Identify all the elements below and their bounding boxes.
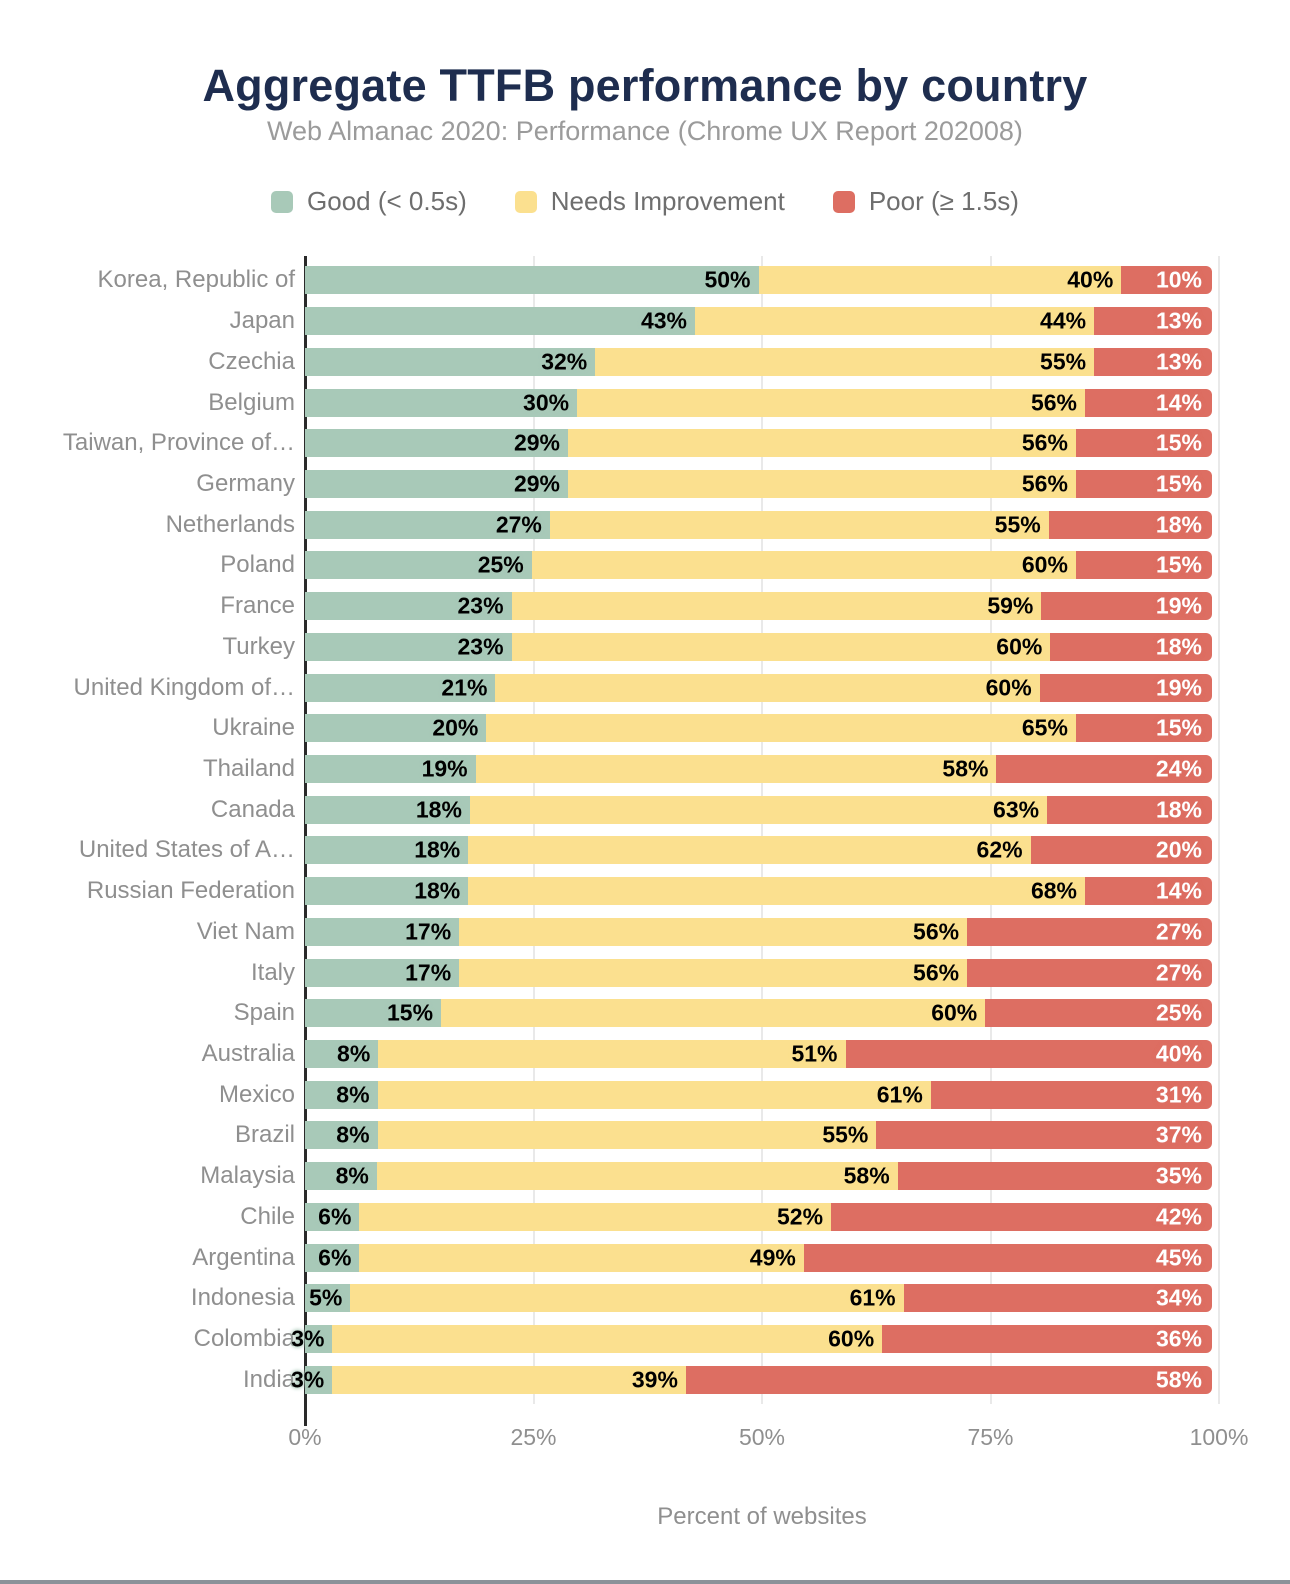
value-label-needs-improvement: 63% bbox=[993, 796, 1040, 823]
bar-segment-needs-improvement[interactable] bbox=[468, 877, 1085, 905]
value-label-poor: 25% bbox=[1155, 999, 1202, 1026]
value-label-good: 43% bbox=[640, 307, 687, 334]
country-label: Thailand bbox=[202, 754, 295, 782]
bar-segment-good[interactable] bbox=[305, 755, 476, 783]
country-label: Canada bbox=[210, 795, 295, 823]
value-label-needs-improvement: 51% bbox=[791, 1040, 838, 1067]
chart-row bbox=[240, 1197, 1212, 1238]
bar-segment-poor[interactable] bbox=[831, 1203, 1212, 1231]
bar-segment-good[interactable] bbox=[305, 959, 459, 987]
bar-segment-good[interactable] bbox=[305, 674, 495, 702]
value-label-poor: 31% bbox=[1155, 1081, 1202, 1108]
value-label-needs-improvement: 56% bbox=[913, 918, 960, 945]
bar-segment-poor[interactable] bbox=[1031, 836, 1212, 864]
stacked-bar bbox=[305, 674, 1212, 702]
x-axis bbox=[288, 1424, 1249, 1454]
chart-title: Aggregate TTFB performance by country bbox=[202, 60, 1088, 111]
chart-row bbox=[208, 382, 1212, 423]
chart-row bbox=[192, 1237, 1212, 1278]
x-axis-title: Percent of websites bbox=[657, 1503, 867, 1530]
chart-row bbox=[242, 1359, 1212, 1400]
country-label: Taiwan, Province of… bbox=[62, 429, 295, 457]
bar-segment-poor[interactable] bbox=[904, 1284, 1212, 1312]
bar-segment-needs-improvement[interactable] bbox=[468, 836, 1030, 864]
bar-segment-needs-improvement[interactable] bbox=[568, 429, 1076, 457]
value-label-good: 20% bbox=[432, 714, 479, 741]
value-label-poor: 18% bbox=[1155, 511, 1202, 538]
bar-segment-good[interactable] bbox=[305, 999, 441, 1027]
bar-segment-poor[interactable] bbox=[1049, 511, 1212, 539]
chart-row bbox=[201, 1034, 1212, 1075]
stacked-bar bbox=[290, 1366, 1212, 1394]
chart-row bbox=[78, 830, 1212, 871]
bar-segment-poor[interactable] bbox=[967, 918, 1212, 946]
value-label-good: 18% bbox=[414, 836, 461, 863]
bar-segment-good[interactable] bbox=[305, 266, 759, 294]
bar-segment-needs-improvement[interactable] bbox=[595, 348, 1094, 376]
bar-segment-good[interactable] bbox=[305, 877, 468, 905]
value-label-needs-improvement: 56% bbox=[1030, 389, 1077, 416]
country-label: Korea, Republic of bbox=[97, 266, 295, 294]
bar-segment-needs-improvement[interactable] bbox=[759, 266, 1122, 294]
value-label-needs-improvement: 52% bbox=[776, 1203, 824, 1230]
chart-row bbox=[233, 993, 1212, 1034]
value-label-poor: 15% bbox=[1155, 714, 1202, 741]
bar-segment-poor[interactable] bbox=[1094, 307, 1212, 335]
value-label-needs-improvement: 62% bbox=[976, 836, 1023, 863]
value-label-good: 17% bbox=[405, 959, 452, 986]
bar-segment-needs-improvement[interactable] bbox=[378, 1121, 877, 1149]
value-label-poor: 40% bbox=[1155, 1040, 1202, 1067]
stacked-bar bbox=[305, 307, 1212, 335]
bar-segment-poor[interactable] bbox=[686, 1366, 1212, 1394]
bar-segment-good[interactable] bbox=[305, 551, 532, 579]
country-label: Argentina bbox=[192, 1243, 295, 1271]
chart-row bbox=[220, 586, 1212, 627]
bar-segment-good[interactable] bbox=[305, 1244, 359, 1272]
legend-swatch-good-icon bbox=[271, 191, 293, 213]
value-label-good: 8% bbox=[335, 1162, 369, 1189]
bar-segment-poor[interactable] bbox=[846, 1040, 1212, 1068]
value-label-good: 17% bbox=[405, 918, 452, 945]
bar-segment-needs-improvement[interactable] bbox=[378, 1040, 845, 1068]
country-label: France bbox=[220, 592, 295, 620]
value-label-good: 6% bbox=[318, 1203, 352, 1230]
bar-segment-good[interactable] bbox=[305, 918, 459, 946]
value-label-needs-improvement: 59% bbox=[987, 592, 1034, 619]
value-label-needs-improvement: 55% bbox=[822, 1121, 869, 1148]
country-label: Netherlands bbox=[165, 510, 295, 538]
value-label-poor: 18% bbox=[1155, 633, 1202, 660]
chart-row bbox=[190, 1278, 1212, 1319]
value-label-poor: 13% bbox=[1155, 307, 1202, 334]
bar-segment-needs-improvement[interactable] bbox=[459, 959, 967, 987]
value-label-needs-improvement: 60% bbox=[985, 674, 1032, 701]
stacked-bar bbox=[305, 796, 1212, 824]
value-label-needs-improvement: 39% bbox=[631, 1366, 678, 1393]
bar-rows bbox=[62, 260, 1212, 1400]
legend-item-needs-improvement[interactable] bbox=[515, 186, 785, 217]
footer-divider bbox=[0, 1580, 1290, 1584]
bar-segment-needs-improvement[interactable] bbox=[332, 1366, 686, 1394]
bar-segment-good[interactable] bbox=[305, 1203, 359, 1231]
value-label-needs-improvement: 40% bbox=[1067, 266, 1114, 293]
bar-segment-needs-improvement[interactable] bbox=[568, 470, 1076, 498]
value-label-needs-improvement: 60% bbox=[828, 1325, 875, 1352]
stacked-bar bbox=[305, 1121, 1212, 1149]
chart-row bbox=[193, 1319, 1212, 1360]
bar-segment-poor[interactable] bbox=[931, 1081, 1212, 1109]
legend-swatch-poor-icon bbox=[833, 191, 855, 213]
bar-segment-good[interactable] bbox=[305, 1081, 378, 1109]
stacked-bar bbox=[305, 470, 1212, 498]
value-label-good: 18% bbox=[414, 877, 461, 904]
value-label-good: 23% bbox=[457, 633, 504, 660]
bar-segment-good[interactable] bbox=[305, 1284, 350, 1312]
country-label: Viet Nam bbox=[196, 917, 295, 945]
value-label-needs-improvement: 65% bbox=[1021, 714, 1068, 741]
value-label-poor: 19% bbox=[1155, 592, 1202, 619]
bar-segment-poor[interactable] bbox=[1121, 266, 1212, 294]
value-label-poor: 24% bbox=[1155, 755, 1202, 782]
country-label: United Kingdom of… bbox=[73, 673, 295, 701]
legend-swatch-needs-improvement-icon bbox=[515, 191, 537, 213]
value-label-needs-improvement: 61% bbox=[876, 1081, 923, 1108]
chart-row bbox=[165, 504, 1212, 545]
bar-segment-poor[interactable] bbox=[967, 959, 1212, 987]
stacked-bar bbox=[291, 1325, 1212, 1353]
legend-label-poor: Poor (≥ 1.5s) bbox=[868, 186, 1019, 216]
value-label-poor: 18% bbox=[1155, 796, 1202, 823]
bar-segment-needs-improvement[interactable] bbox=[550, 511, 1049, 539]
stacked-bar bbox=[305, 1040, 1212, 1068]
bar-segment-needs-improvement[interactable] bbox=[441, 999, 985, 1027]
value-label-needs-improvement: 56% bbox=[1021, 429, 1068, 456]
country-label: Poland bbox=[220, 551, 295, 579]
bar-segment-poor[interactable] bbox=[1050, 633, 1212, 661]
value-label-needs-improvement: 56% bbox=[1021, 470, 1068, 497]
bar-segment-good[interactable] bbox=[305, 592, 512, 620]
value-label-good: 15% bbox=[387, 999, 434, 1026]
value-label-good: 8% bbox=[336, 1081, 370, 1108]
stacked-bar bbox=[305, 592, 1212, 620]
bar-segment-good[interactable] bbox=[305, 1162, 377, 1190]
country-label: Belgium bbox=[208, 388, 295, 416]
value-label-needs-improvement: 60% bbox=[1021, 551, 1068, 578]
value-label-needs-improvement: 60% bbox=[996, 633, 1043, 660]
country-label: Indonesia bbox=[190, 1284, 295, 1312]
bar-segment-needs-improvement[interactable] bbox=[512, 592, 1042, 620]
legend-label-needs-improvement: Needs Improvement bbox=[550, 186, 785, 216]
chart-row bbox=[218, 1074, 1212, 1115]
value-label-poor: 15% bbox=[1155, 429, 1202, 456]
chart-row bbox=[86, 871, 1212, 912]
value-label-poor: 14% bbox=[1155, 877, 1202, 904]
stacked-bar bbox=[305, 1081, 1212, 1109]
bar-segment-needs-improvement[interactable] bbox=[470, 796, 1047, 824]
value-label-good: 23% bbox=[457, 592, 504, 619]
chart-row bbox=[208, 341, 1212, 382]
value-label-good: 50% bbox=[704, 266, 751, 293]
bar-segment-needs-improvement[interactable] bbox=[378, 1081, 931, 1109]
bar-segment-needs-improvement[interactable] bbox=[476, 755, 997, 783]
bar-segment-needs-improvement[interactable] bbox=[359, 1203, 831, 1231]
bar-segment-needs-improvement[interactable] bbox=[459, 918, 967, 946]
chart-row bbox=[229, 301, 1212, 342]
bar-segment-good[interactable] bbox=[305, 836, 468, 864]
legend-item-poor[interactable] bbox=[833, 186, 1019, 217]
bar-segment-poor[interactable] bbox=[1076, 714, 1212, 742]
value-label-good: 6% bbox=[318, 1244, 352, 1271]
bar-segment-poor[interactable] bbox=[1076, 551, 1212, 579]
value-label-good: 27% bbox=[495, 511, 542, 538]
country-label: Ukraine bbox=[212, 714, 295, 742]
value-label-good: 29% bbox=[513, 429, 561, 456]
legend bbox=[0, 186, 1290, 217]
chart-subtitle: Web Almanac 2020: Performance (Chrome UX Report 202008) bbox=[267, 116, 1023, 146]
bar-segment-needs-improvement[interactable] bbox=[512, 633, 1051, 661]
stacked-bar bbox=[305, 1284, 1212, 1312]
value-label-poor: 20% bbox=[1155, 836, 1202, 863]
bar-segment-poor[interactable] bbox=[1085, 389, 1212, 417]
bar-segment-needs-improvement[interactable] bbox=[359, 1244, 803, 1272]
chart-row bbox=[210, 789, 1212, 830]
bar-segment-poor[interactable] bbox=[804, 1244, 1212, 1272]
bar-segment-good[interactable] bbox=[290, 1366, 332, 1394]
country-label: Germany bbox=[196, 469, 295, 497]
bar-segment-poor[interactable] bbox=[882, 1325, 1212, 1353]
bar-segment-poor[interactable] bbox=[985, 999, 1212, 1027]
stacked-bar bbox=[305, 755, 1212, 783]
country-label: Spain bbox=[233, 999, 295, 1027]
value-label-poor: 15% bbox=[1155, 551, 1202, 578]
bar-segment-good[interactable] bbox=[305, 714, 486, 742]
x-tick-75: 75% bbox=[967, 1424, 1014, 1450]
value-label-poor: 19% bbox=[1155, 674, 1202, 701]
value-label-poor: 10% bbox=[1155, 266, 1202, 293]
bar-segment-good[interactable] bbox=[305, 470, 568, 498]
stacked-bar bbox=[305, 714, 1212, 742]
country-label: Turkey bbox=[222, 632, 295, 660]
x-tick-0: 0% bbox=[288, 1424, 322, 1450]
bar-segment-good[interactable] bbox=[305, 796, 470, 824]
value-label-good: 18% bbox=[415, 796, 462, 823]
value-label-poor: 37% bbox=[1155, 1121, 1202, 1148]
chart-row bbox=[202, 749, 1212, 790]
chart-row bbox=[250, 952, 1212, 993]
bar-segment-needs-improvement[interactable] bbox=[486, 714, 1076, 742]
x-tick-100: 100% bbox=[1189, 1424, 1249, 1450]
bar-segment-poor[interactable] bbox=[1040, 674, 1212, 702]
country-label: Chile bbox=[240, 1202, 295, 1230]
bar-segment-poor[interactable] bbox=[1041, 592, 1212, 620]
stacked-bar bbox=[305, 1244, 1212, 1272]
x-tick-25: 25% bbox=[510, 1424, 557, 1450]
value-label-good: 3% bbox=[290, 1366, 325, 1393]
bar-segment-poor[interactable] bbox=[1094, 348, 1212, 376]
bar-segment-needs-improvement[interactable] bbox=[532, 551, 1076, 579]
value-label-needs-improvement: 44% bbox=[1040, 307, 1087, 334]
chart-row bbox=[62, 423, 1212, 464]
stacked-bar bbox=[305, 1203, 1212, 1231]
bar-segment-good[interactable] bbox=[305, 1121, 378, 1149]
stacked-bar bbox=[305, 266, 1212, 294]
country-label: Brazil bbox=[234, 1121, 295, 1149]
value-label-needs-improvement: 68% bbox=[1030, 877, 1077, 904]
bar-segment-poor[interactable] bbox=[876, 1121, 1212, 1149]
country-label: Australia bbox=[201, 1040, 295, 1068]
value-label-needs-improvement: 55% bbox=[994, 511, 1041, 538]
value-label-good: 3% bbox=[291, 1325, 325, 1352]
stacked-bar bbox=[305, 836, 1212, 864]
chart-row bbox=[200, 1156, 1212, 1197]
bar-segment-poor[interactable] bbox=[1085, 877, 1212, 905]
value-label-good: 25% bbox=[477, 551, 524, 578]
stacked-bar bbox=[305, 918, 1212, 946]
stacked-bar bbox=[305, 551, 1212, 579]
value-label-poor: 34% bbox=[1155, 1284, 1202, 1311]
value-label-good: 8% bbox=[336, 1121, 370, 1148]
value-label-poor: 45% bbox=[1155, 1244, 1202, 1271]
x-tick-50: 50% bbox=[738, 1424, 786, 1450]
value-label-needs-improvement: 60% bbox=[931, 999, 978, 1026]
bar-segment-needs-improvement[interactable] bbox=[495, 674, 1039, 702]
bar-segment-good[interactable] bbox=[305, 633, 512, 661]
value-label-good: 5% bbox=[309, 1284, 343, 1311]
value-label-good: 19% bbox=[421, 755, 468, 782]
chart-row bbox=[196, 464, 1212, 505]
country-label: Czechia bbox=[208, 347, 295, 375]
value-label-poor: 27% bbox=[1155, 918, 1202, 945]
bar-segment-needs-improvement[interactable] bbox=[332, 1325, 882, 1353]
stacked-bar bbox=[305, 511, 1212, 539]
country-label: India bbox=[242, 1365, 295, 1393]
bar-segment-needs-improvement[interactable] bbox=[350, 1284, 903, 1312]
value-label-poor: 35% bbox=[1155, 1162, 1202, 1189]
bar-segment-good[interactable] bbox=[305, 348, 595, 376]
value-label-good: 32% bbox=[541, 348, 588, 375]
stacked-bar bbox=[305, 389, 1212, 417]
value-label-poor: 27% bbox=[1155, 959, 1202, 986]
value-label-needs-improvement: 55% bbox=[1040, 348, 1087, 375]
country-label: Mexico bbox=[218, 1080, 295, 1108]
chart-row bbox=[222, 626, 1212, 667]
value-label-needs-improvement: 58% bbox=[843, 1162, 890, 1189]
value-label-needs-improvement: 58% bbox=[942, 755, 989, 782]
stacked-bar bbox=[305, 1162, 1212, 1190]
bar-segment-good[interactable] bbox=[305, 511, 550, 539]
bar-segment-good[interactable] bbox=[291, 1325, 332, 1353]
country-label: Japan bbox=[229, 307, 295, 335]
bar-segment-needs-improvement[interactable] bbox=[577, 389, 1085, 417]
chart-row bbox=[196, 912, 1212, 953]
value-label-poor: 36% bbox=[1155, 1325, 1202, 1352]
bar-segment-poor[interactable] bbox=[1047, 796, 1212, 824]
bar-segment-good[interactable] bbox=[305, 389, 577, 417]
chart-row bbox=[73, 667, 1212, 708]
value-label-good: 8% bbox=[337, 1040, 371, 1067]
value-label-poor: 15% bbox=[1155, 470, 1202, 497]
country-label: Italy bbox=[250, 958, 295, 986]
value-label-good: 30% bbox=[523, 389, 570, 416]
chart-row bbox=[234, 1115, 1212, 1156]
stacked-bar bbox=[305, 348, 1212, 376]
legend-item-good[interactable] bbox=[271, 186, 467, 217]
stacked-bar bbox=[305, 999, 1212, 1027]
value-label-good: 29% bbox=[513, 470, 561, 497]
bar-segment-good[interactable] bbox=[305, 307, 695, 335]
value-label-poor: 13% bbox=[1155, 348, 1202, 375]
chart-row bbox=[212, 708, 1212, 749]
legend-label-good: Good (< 0.5s) bbox=[307, 186, 467, 216]
value-label-good: 21% bbox=[441, 674, 488, 701]
chart-row bbox=[97, 260, 1212, 301]
bar-segment-poor[interactable] bbox=[898, 1162, 1212, 1190]
country-label: United States of A… bbox=[78, 836, 295, 864]
stacked-bar bbox=[305, 633, 1212, 661]
country-label: Malaysia bbox=[200, 1162, 295, 1190]
value-label-needs-improvement: 56% bbox=[913, 959, 960, 986]
country-label: Colombia bbox=[193, 1325, 295, 1353]
bar-segment-needs-improvement[interactable] bbox=[377, 1162, 898, 1190]
value-label-needs-improvement: 49% bbox=[749, 1244, 796, 1271]
bar-segment-needs-improvement[interactable] bbox=[695, 307, 1094, 335]
bar-segment-poor[interactable] bbox=[1076, 470, 1212, 498]
value-label-poor: 14% bbox=[1155, 389, 1202, 416]
value-label-poor: 42% bbox=[1155, 1203, 1202, 1230]
bar-segment-poor[interactable] bbox=[996, 755, 1212, 783]
bar-segment-good[interactable] bbox=[305, 1040, 378, 1068]
bar-segment-poor[interactable] bbox=[1076, 429, 1212, 457]
value-label-poor: 58% bbox=[1155, 1366, 1202, 1393]
stacked-bar bbox=[305, 429, 1212, 457]
gridline-100 bbox=[1218, 256, 1220, 1404]
stacked-bar bbox=[305, 877, 1212, 905]
value-label-needs-improvement: 61% bbox=[849, 1284, 896, 1311]
country-label: Russian Federation bbox=[86, 877, 295, 905]
bar-segment-good[interactable] bbox=[305, 429, 568, 457]
stacked-bar bbox=[305, 959, 1212, 987]
chart-row bbox=[220, 545, 1212, 586]
